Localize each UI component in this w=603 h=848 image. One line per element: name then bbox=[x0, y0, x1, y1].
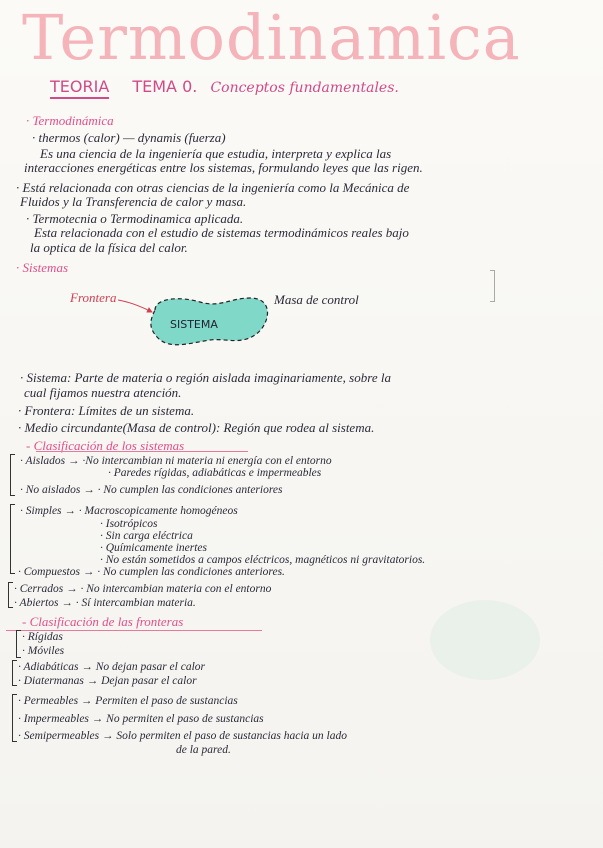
brace bbox=[10, 504, 15, 574]
list-item: · Isotrópicos bbox=[100, 518, 158, 530]
list-item: · Paredes rígidas, adiabáticas e impermeables bbox=[108, 467, 322, 479]
arrow-icon: → bbox=[86, 675, 99, 687]
section-heading-clasif-fronteras: - Clasificación de las fronteras bbox=[22, 614, 184, 629]
clasif-simples: · Simples → · Macroscopicamente homogéneos bbox=[20, 505, 238, 517]
subheader bbox=[50, 77, 399, 103]
arrow-icon: → bbox=[61, 597, 73, 609]
bullet: · bbox=[22, 645, 25, 657]
text-line: la optica de la física del calor. bbox=[30, 240, 188, 255]
frontera-adiabaticas: · Adiabáticas → No dejan pasar el calor bbox=[18, 661, 205, 673]
brace bbox=[12, 660, 17, 686]
arrow-icon: → bbox=[91, 713, 104, 725]
bullet: · bbox=[26, 211, 30, 226]
sistema-label: SISTEMA bbox=[170, 318, 218, 331]
text-line: · Sistema: Parte de materia o región aislada imaginariamente, sobre la bbox=[20, 370, 391, 385]
frontera-impermeables: · Impermeables → No permiten el paso de sustancias bbox=[18, 713, 264, 725]
page-title: Termodinamica bbox=[22, 1, 521, 74]
bullet: · bbox=[14, 583, 17, 595]
section-heading-clasif-sistemas: - Clasificación de los sistemas bbox=[26, 438, 185, 453]
arrow-icon: → bbox=[102, 730, 114, 742]
tema-label: TEMA 0. bbox=[132, 77, 198, 96]
text-line: Esta relacionada con el estudio de sistemas termodinámicos reales bajo bbox=[34, 225, 409, 240]
brace bbox=[8, 582, 13, 608]
frontera-arrow bbox=[118, 300, 152, 312]
bullet: · bbox=[18, 420, 22, 435]
clasif-cerrados: · Cerrados → · No intercambian materia con el entorno bbox=[14, 583, 272, 595]
frontera-rigidas: · Rígidas bbox=[22, 631, 63, 643]
bullet: · bbox=[20, 484, 23, 496]
bullet: · bbox=[16, 180, 20, 195]
brace bbox=[16, 630, 21, 658]
bullet: · bbox=[18, 566, 21, 578]
masa-control-label: Masa de control bbox=[274, 292, 359, 307]
clasif-aislados: · Aislados → ·No intercambian ni materia ni energía con el entorno bbox=[20, 455, 332, 467]
text-line: cual fijamos nuestra atención. bbox=[24, 385, 182, 400]
list-item: · No están sometidos a campos eléctricos, magnéticos ni gravitatorios. bbox=[100, 554, 426, 566]
clasif-no-aislados: · No aislados → · No cumplen las condiciones anteriores bbox=[20, 484, 283, 496]
arrow-icon: → bbox=[66, 583, 78, 595]
etymology-line: · thermos (calor) — dynamis (fuerza) bbox=[32, 130, 226, 145]
arrow-icon: → bbox=[83, 484, 95, 496]
system-diagram bbox=[60, 280, 400, 360]
margin-bracket bbox=[490, 270, 495, 302]
bullet: · bbox=[26, 113, 30, 128]
tema-title: Conceptos fundamentales. bbox=[210, 80, 399, 96]
bullet: · bbox=[16, 260, 20, 275]
frontera-label: Frontera bbox=[70, 290, 117, 305]
text-line: · Medio circundante(Masa de control): Región que rodea al sistema. bbox=[18, 420, 375, 435]
arrow-icon: → bbox=[81, 661, 93, 673]
text-line: Fluidos y la Transferencia de calor y masa. bbox=[20, 194, 247, 209]
arrow-icon: → bbox=[68, 455, 80, 467]
bullet: · bbox=[20, 370, 24, 385]
brace bbox=[12, 694, 17, 742]
brace bbox=[10, 454, 15, 496]
arrow-icon: → bbox=[82, 566, 95, 578]
frontera-moviles: · Móviles bbox=[22, 645, 65, 657]
text-line: interacciones energéticas entre los sistemas, formulando leyes que las rigen. bbox=[24, 160, 423, 175]
text-line: de la pared. bbox=[176, 744, 231, 756]
text-line: · Frontera: Límites de un sistema. bbox=[18, 403, 195, 418]
bullet: · bbox=[18, 730, 21, 742]
section-heading-termodinamica: · Termodinámica bbox=[26, 113, 114, 128]
section-heading-sistemas: · Sistemas bbox=[16, 260, 68, 275]
clasif-compuestos: · Compuestos → · No cumplen las condiciones anteriores. bbox=[18, 566, 285, 578]
bullet: · bbox=[14, 597, 17, 609]
frontera-permeables: · Permeables → Permiten el paso de sustancias bbox=[18, 695, 238, 707]
frontera-diatermanas: · Diatermanas → Dejan pasar el calor bbox=[18, 675, 197, 687]
bleed-through-shape bbox=[430, 600, 540, 680]
bullet: · bbox=[18, 661, 21, 673]
arrow-icon: → bbox=[80, 695, 93, 707]
bullet: · bbox=[18, 695, 21, 707]
text-line: Es una ciencia de la ingeniería que estudia, interpreta y explica las bbox=[40, 146, 392, 161]
text-line: · Termotecnia o Termodinamica aplicada. bbox=[26, 211, 244, 226]
list-item: · Químicamente inertes bbox=[100, 542, 207, 554]
arrow-icon: → bbox=[64, 505, 76, 517]
bullet: · bbox=[32, 130, 36, 145]
list-item: · Sin carga eléctrica bbox=[100, 530, 193, 542]
bullet: · bbox=[18, 675, 21, 687]
bullet: · bbox=[20, 455, 23, 467]
text-line: · Está relacionada con otras ciencias de la ingeniería como la Mecánica de bbox=[16, 180, 410, 195]
bullet: · bbox=[18, 713, 21, 725]
heading-underline bbox=[36, 451, 248, 452]
teoria-label: TEORIA bbox=[50, 77, 109, 99]
bullet: · bbox=[18, 403, 22, 418]
clasif-abiertos: · Abiertos → · Sí intercambian materia. bbox=[14, 597, 196, 609]
frontera-semipermeables: · Semipermeables → Solo permiten el paso de sustancias hacia un lado bbox=[18, 730, 347, 742]
bullet: · bbox=[22, 631, 25, 643]
bullet: · bbox=[20, 505, 23, 517]
